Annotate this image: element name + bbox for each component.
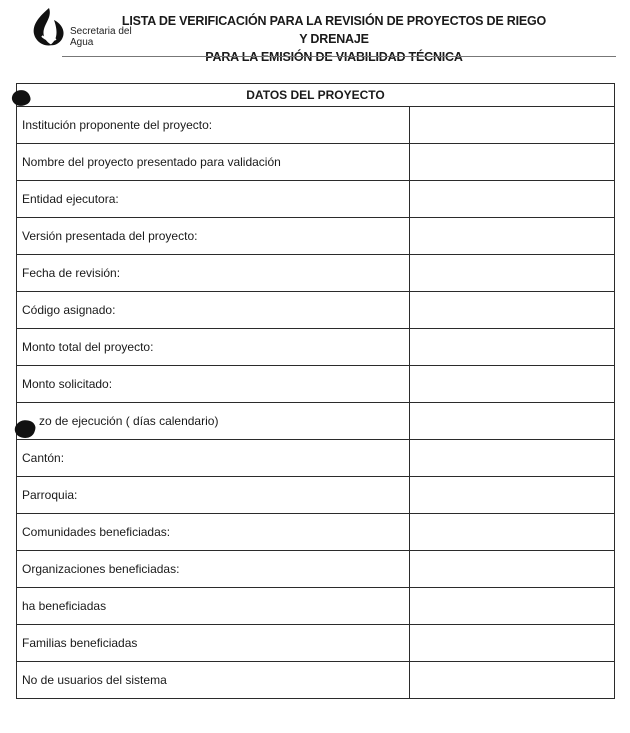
field-value-cell[interactable] xyxy=(410,625,615,662)
field-label: Familias beneficiadas xyxy=(17,625,410,662)
field-value-cell[interactable] xyxy=(410,181,615,218)
document-header xyxy=(0,0,630,64)
field-label: Nombre del proyecto presentado para validación xyxy=(17,144,410,181)
table-row xyxy=(17,218,615,255)
table-row xyxy=(17,107,615,144)
water-drop-logo-icon xyxy=(28,6,70,48)
field-value-cell[interactable] xyxy=(410,477,615,514)
field-value-cell[interactable] xyxy=(410,218,615,255)
field-label: Versión presentada del proyecto: xyxy=(17,218,410,255)
field-label: Parroquia: xyxy=(17,477,410,514)
field-value-cell[interactable] xyxy=(410,144,615,181)
table-row xyxy=(17,662,615,699)
logo-text-line1: Secretaria del xyxy=(70,26,132,37)
field-value-cell[interactable] xyxy=(410,551,615,588)
field-value-cell[interactable] xyxy=(410,662,615,699)
field-value-cell[interactable] xyxy=(410,292,615,329)
field-value-cell[interactable] xyxy=(410,588,615,625)
field-value-cell[interactable] xyxy=(410,440,615,477)
field-label: zo de ejecución ( días calendario) xyxy=(17,403,410,440)
table-row xyxy=(17,477,615,514)
field-label: Institución proponente del proyecto: xyxy=(17,107,410,144)
field-value-cell[interactable] xyxy=(410,255,615,292)
field-label: No de usuarios del sistema xyxy=(17,662,410,699)
table-row xyxy=(17,403,615,440)
field-label: Fecha de revisión: xyxy=(17,255,410,292)
field-label: Organizaciones beneficiadas: xyxy=(17,551,410,588)
document-title xyxy=(118,12,550,66)
table-row xyxy=(17,144,615,181)
field-label: Entidad ejecutora: xyxy=(17,181,410,218)
table-row xyxy=(17,551,615,588)
title-line1: LISTA DE VERIFICACIÓN PARA LA REVISIÓN DE PROYECTOS DE RIEGO Y DRENAJE xyxy=(121,14,547,46)
table-row xyxy=(17,625,615,662)
table-row xyxy=(17,329,615,366)
field-label: Código asignado: xyxy=(17,292,410,329)
field-value-cell[interactable] xyxy=(410,107,615,144)
title-line2: PARA LA EMISIÓN DE VIABILIDAD TÉCNICA xyxy=(205,50,463,64)
field-value-cell[interactable] xyxy=(410,514,615,551)
table-row xyxy=(17,514,615,551)
table-row xyxy=(17,255,615,292)
logo-text-line2: Agua xyxy=(70,37,94,48)
table-row xyxy=(17,366,615,403)
field-value-cell[interactable] xyxy=(410,403,615,440)
field-value-cell[interactable] xyxy=(410,329,615,366)
field-value-cell[interactable] xyxy=(410,366,615,403)
table-row xyxy=(17,588,615,625)
field-label: Monto solicitado: xyxy=(17,366,410,403)
table-row xyxy=(17,292,615,329)
table-heading: DATOS DEL PROYECTO xyxy=(17,84,615,107)
table-header-row xyxy=(17,84,615,107)
field-label: ha beneficiadas xyxy=(17,588,410,625)
field-label: Monto total del proyecto: xyxy=(17,329,410,366)
header-divider xyxy=(62,56,616,57)
table-row xyxy=(17,181,615,218)
table-row xyxy=(17,440,615,477)
field-label: Comunidades beneficiadas: xyxy=(17,514,410,551)
field-label: Cantón: xyxy=(17,440,410,477)
project-data-table xyxy=(16,83,615,699)
